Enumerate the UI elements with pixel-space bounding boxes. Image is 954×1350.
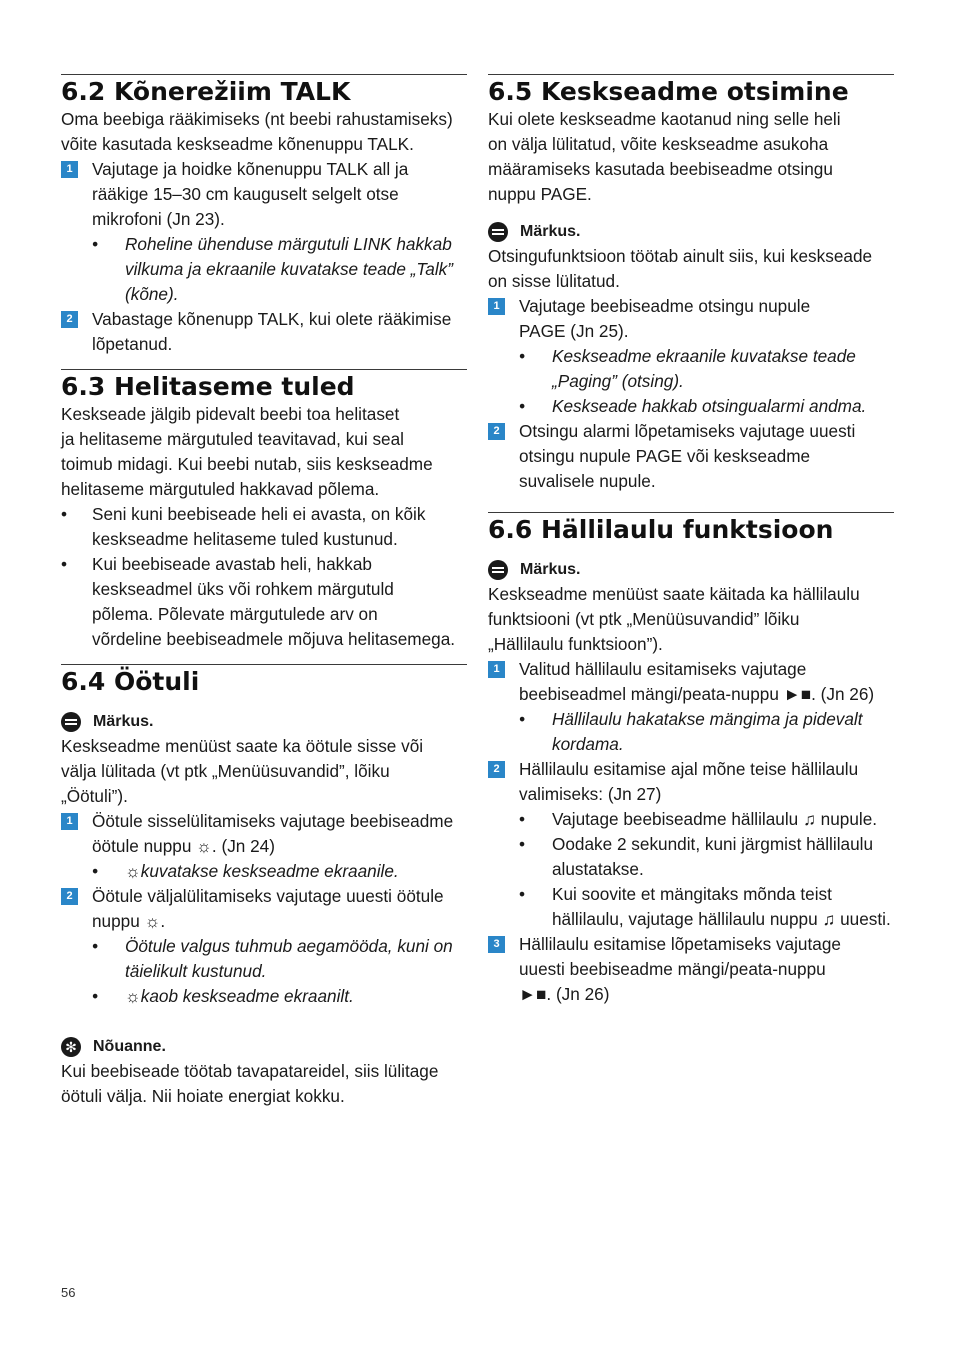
bullet-dot: •	[519, 709, 526, 729]
tip-icon: ✻	[61, 1037, 81, 1057]
note-icon	[61, 712, 81, 732]
tip-title: ✻ Nõuanne.	[61, 1034, 467, 1059]
section-sound-level-lights	[61, 369, 467, 652]
step-1: 1 Vajutage beebiseadme otsingu nupule PAGE (Jn 25).	[488, 294, 894, 344]
bullet-dot: •	[92, 936, 99, 956]
note-text: Keskseadme menüüst saate ka öötule sisse või välja lülitada (vt ptk „Menüüsuvandid”, lõiku „Öötuli”).	[61, 736, 424, 806]
note-title: Märkus.	[488, 557, 894, 582]
step-2: 2 Vabastage kõnenupp TALK, kui olete rääkimise lõpetanud.	[61, 307, 467, 357]
bullet-dot: •	[61, 554, 68, 574]
bullet-dot: •	[519, 809, 526, 829]
section-night-light	[61, 664, 467, 1109]
bullet-dot: •	[92, 234, 99, 254]
bullet-dot: •	[519, 834, 526, 854]
section-heading: 6.5 Keskseadme otsimine	[488, 77, 849, 106]
bullet-item: • Seni kuni beebiseade heli ei avasta, on kõik keskseadme helitaseme tuled kustunud.	[61, 504, 426, 549]
step-number-badge: 2	[61, 888, 78, 905]
step-2-bullet: • Öötule valgus tuhmub aegamööda, kuni on täielikult kustunud.	[92, 936, 453, 981]
bullet-dot: •	[61, 504, 68, 524]
section-intro: Keskseade jälgib pidevalt beebi toa helitaset ja helitaseme märgutuled teavitavad, kui seal toimub midagi. Kui beebi nutab, siis keskseadme helitaseme märgutuled hakkavad põlema.	[61, 404, 433, 499]
step-2-bullet: • Kui soovite et mängitaks mõnda teist hällilaulu, vajutage hällilaulu nuppu ♫ uuesti.	[519, 884, 891, 929]
step-2-bullet: • Vajutage beebiseadme hällilaulu ♫ nupule.	[488, 807, 894, 832]
section-talk-mode	[61, 74, 467, 357]
section-heading: 6.4 Öötuli	[61, 667, 200, 696]
left-column	[61, 74, 467, 1109]
step-2: 2 Öötule väljalülitamiseks vajutage uuesti öötule nuppu ☼.	[61, 884, 467, 934]
note-icon	[488, 560, 508, 580]
bullet-dot: •	[519, 396, 526, 416]
step-2: 2 Hällilaulu esitamise ajal mõne teise hällilaulu valimiseks: (Jn 27)	[488, 757, 894, 807]
step-1: 1 Vajutage ja hoidke kõnenuppu TALK all ja rääkige 15–30 cm kauguselt selgelt otse mikrofoni (Jn 23).	[61, 157, 467, 232]
step-1: 1 Öötule sisselülitamiseks vajutage beebiseadme öötule nuppu ☼. (Jn 24)	[61, 809, 467, 859]
step-1-bullet: • Keskseadme ekraanile kuvatakse teade „Paging” (otsing).	[519, 346, 856, 391]
section-intro: Kui olete keskseadme kaotanud ning selle heli on välja lülitatud, võite keskseadme asukoha määramiseks kasutada beebiseadme otsingu nuppu PAGE.	[488, 109, 841, 204]
step-1: 1 Valitud hällilaulu esitamiseks vajutage beebiseadmel mängi/peata-nuppu ►■. (Jn 26)	[488, 657, 894, 707]
step-number-badge: 2	[488, 423, 505, 440]
step-number-badge: 1	[61, 161, 78, 178]
page-number: 56	[61, 1285, 76, 1300]
step-1-bullet: • Roheline ühenduse märgutuli LINK hakkab vilkuma ja ekraanile kuvatakse teade „Talk” (kõne).	[92, 234, 453, 304]
tip-text: Kui beebiseade töötab tavapatareidel, siis lülitage öötuli välja. Nii hoiate energiat kokku.	[61, 1061, 439, 1106]
bullet-dot: •	[92, 986, 99, 1006]
section-heading: 6.2 Kõnerežiim TALK	[61, 77, 351, 106]
step-number-badge: 2	[488, 761, 505, 778]
step-2-bullet: • ☼kaob keskseadme ekraanilt.	[61, 984, 467, 1009]
note-title: Märkus.	[61, 709, 467, 734]
step-2-bullet: • Oodake 2 sekundit, kuni järgmist hällilaulu alustatakse.	[519, 834, 874, 879]
note-text: Otsingufunktsioon töötab ainult siis, kui keskseade on sisse lülitatud.	[488, 246, 873, 291]
bullet-item: • Kui beebiseade avastab heli, hakkab keskseadmel üks või rohkem märgutuld põlema. Põlevate märgutulede arv on võrdeline beebiseadmele mõjuva helitasemega.	[61, 554, 456, 649]
step-number-badge: 3	[488, 936, 505, 953]
section-lullaby-function	[488, 512, 894, 1007]
section-heading: 6.6 Hällilaulu funktsioon	[488, 515, 834, 544]
step-1-bullet: • ☼kuvatakse keskseadme ekraanile.	[61, 859, 467, 884]
bullet-dot: •	[92, 861, 99, 881]
step-2: 2 Otsingu alarmi lõpetamiseks vajutage uuesti otsingu nupule PAGE või keskseadme suvalisele nupule.	[488, 419, 894, 494]
note-title: Märkus.	[488, 219, 894, 244]
step-number-badge: 1	[488, 298, 505, 315]
step-3: 3 Hällilaulu esitamise lõpetamiseks vajutage uuesti beebiseadme mängi/peata-nuppu ►■. (Jn 26)	[488, 932, 894, 1007]
step-1-bullet: • Hällilaulu hakatakse mängima ja pidevalt kordama.	[519, 709, 863, 754]
section-intro: Oma beebiga rääkimiseks (nt beebi rahustamiseks) võite kasutada keskseadme kõnenuppu TALK.	[61, 109, 453, 154]
step-number-badge: 1	[61, 813, 78, 830]
bullet-dot: •	[519, 346, 526, 366]
step-number-badge: 2	[61, 311, 78, 328]
step-1-bullet: • Keskseade hakkab otsingualarmi andma.	[488, 394, 894, 419]
note-text: Keskseadme menüüst saate käitada ka hällilaulu funktsiooni (vt ptk „Menüüsuvandid” lõiku „Hällilaulu funktsioon”).	[488, 584, 860, 654]
section-heading: 6.3 Helitaseme tuled	[61, 372, 355, 401]
note-icon	[488, 222, 508, 242]
section-find-parent-unit	[488, 74, 894, 494]
step-number-badge: 1	[488, 661, 505, 678]
bullet-dot: •	[519, 884, 526, 904]
right-column	[488, 74, 894, 1007]
